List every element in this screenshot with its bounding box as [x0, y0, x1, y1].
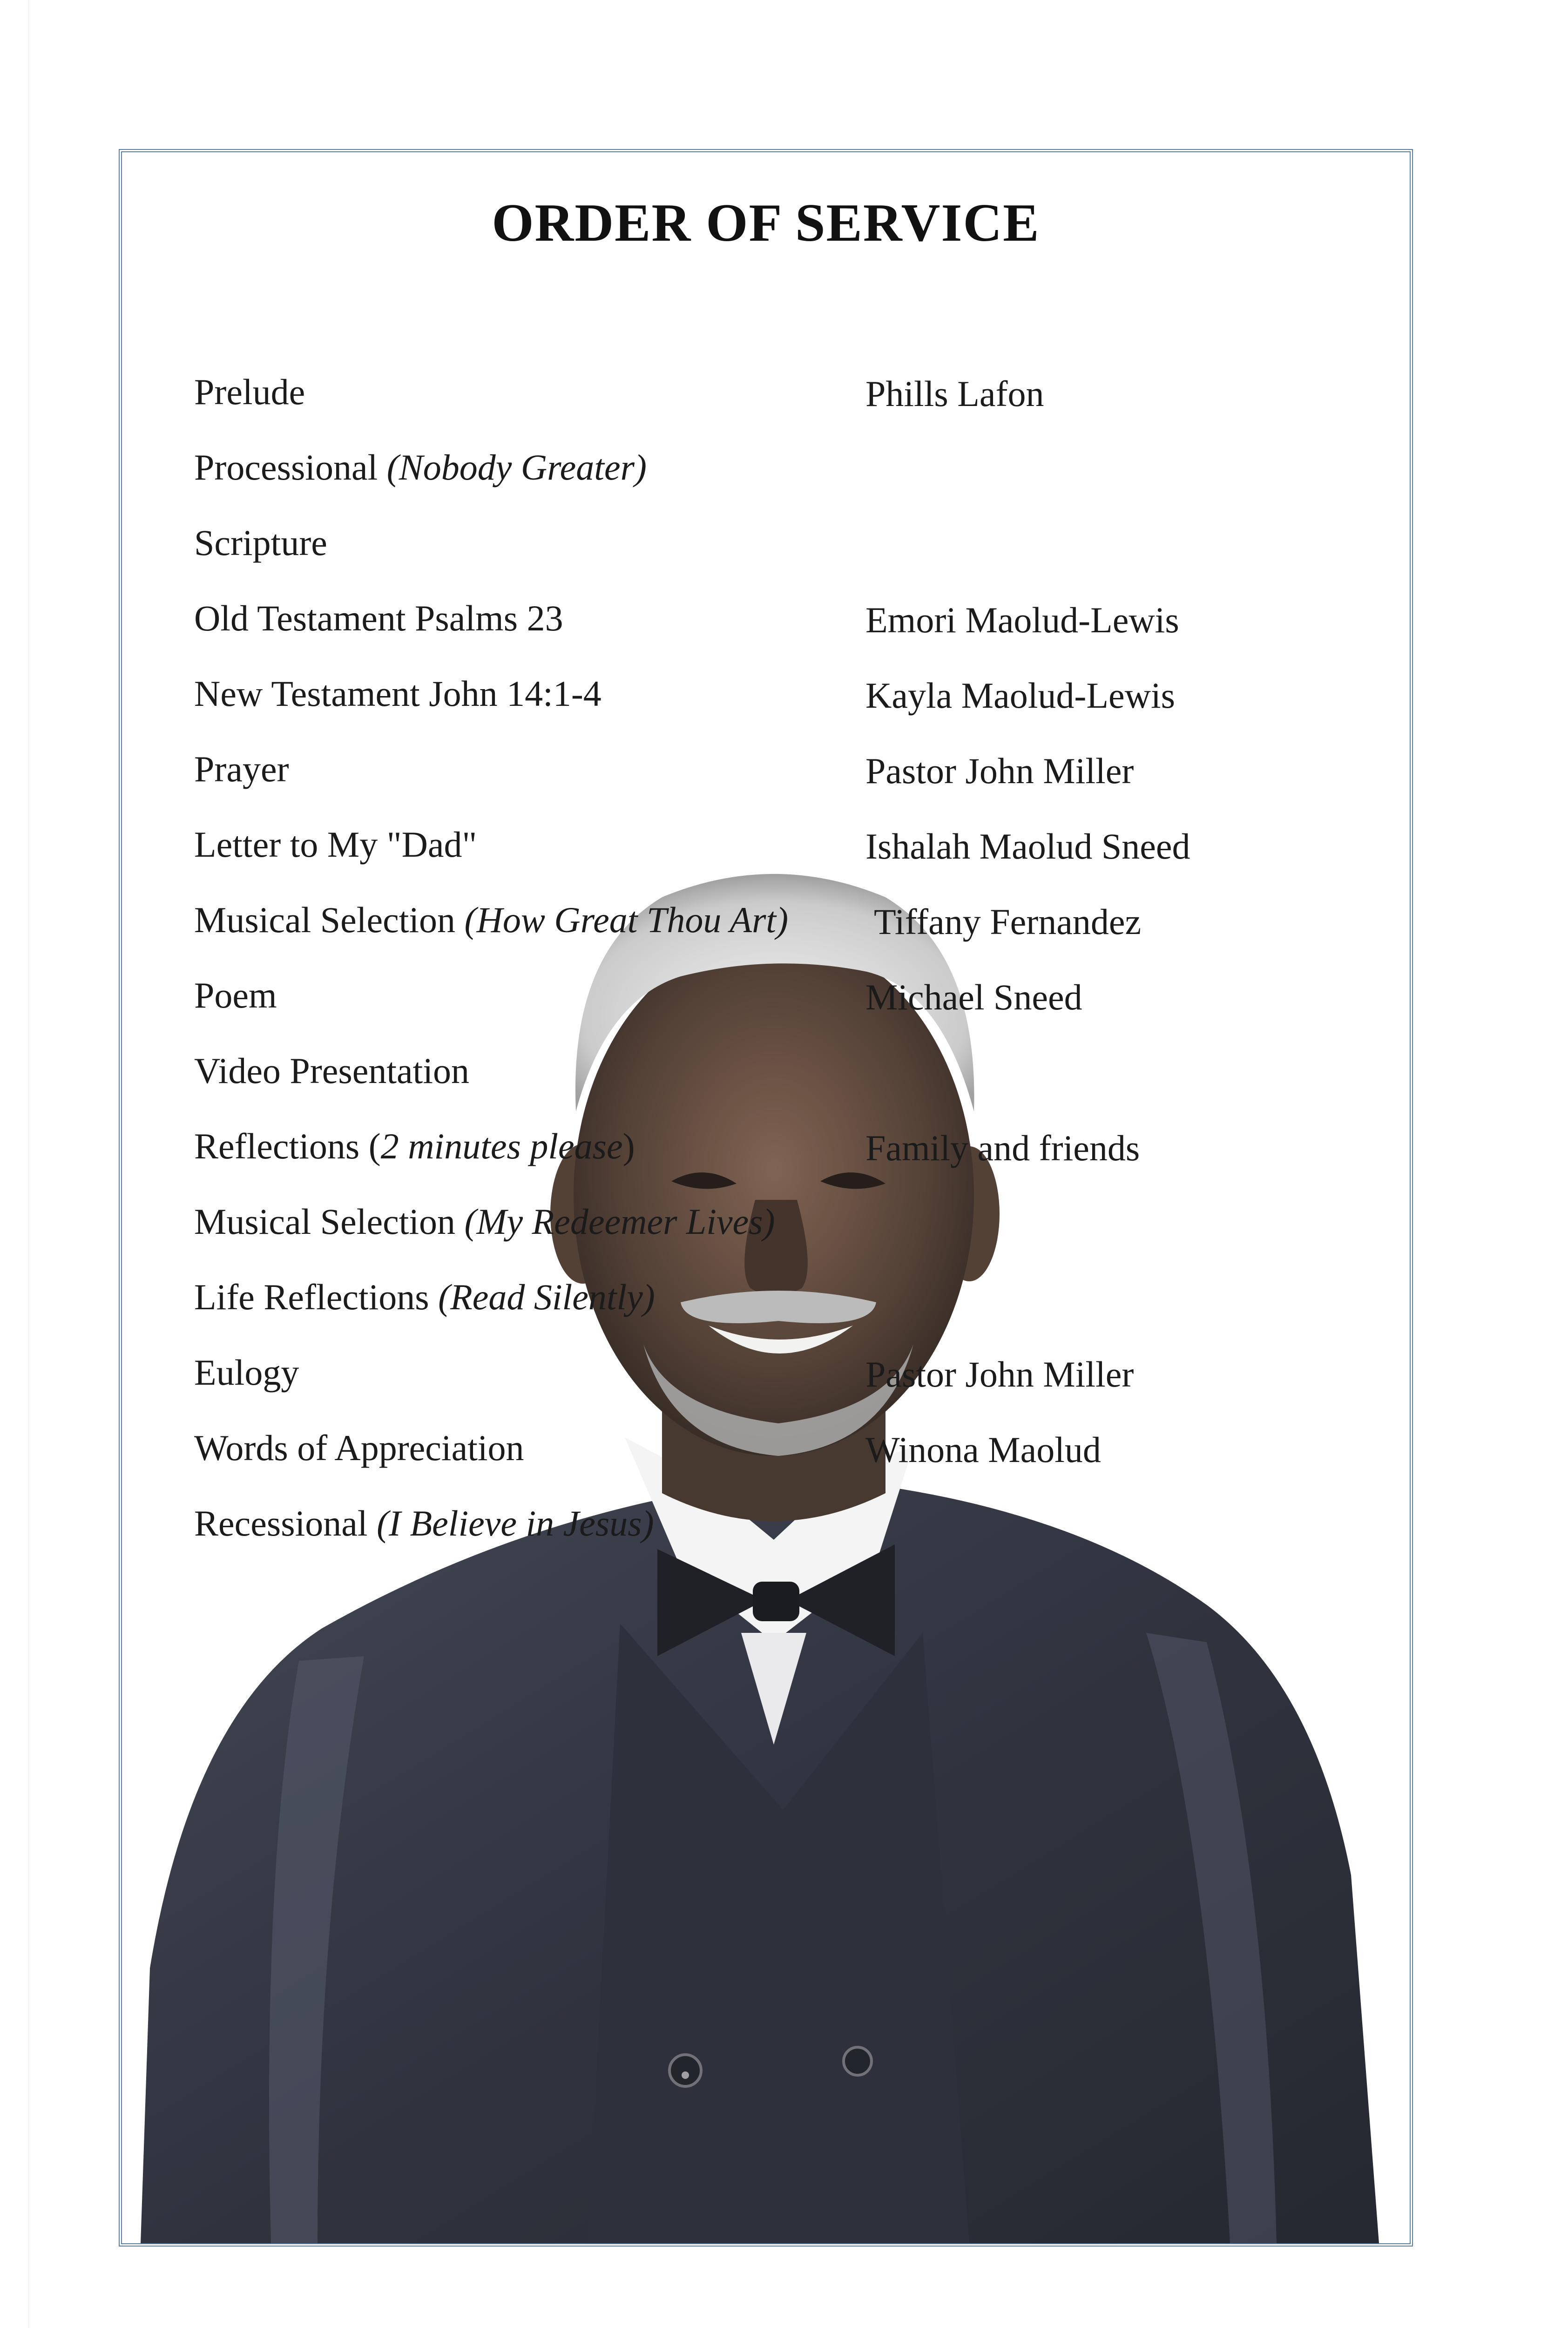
program-row — [194, 1201, 1386, 1261]
program-item-label: Eulogy — [194, 1352, 299, 1393]
program-person: Family and friends — [865, 1128, 1140, 1168]
program-frame — [119, 149, 1413, 2247]
program-person: Emori Maolud-Lewis — [865, 600, 1179, 640]
program-item — [194, 899, 788, 941]
page-title: ORDER OF SERVICE — [492, 193, 1040, 253]
program-item — [194, 1352, 299, 1394]
program-row — [194, 1427, 1386, 1488]
program-item-label: Life Reflections — [194, 1277, 439, 1317]
program-row — [194, 899, 1386, 960]
program-item-label: Scripture — [194, 522, 327, 563]
program-item-label: Recessional — [194, 1503, 377, 1543]
program-person: Tiffany Fernandez — [874, 901, 1142, 942]
program-item-note: (I Believe in Jesus) — [377, 1503, 654, 1543]
program-item-label: Video Presentation — [194, 1050, 470, 1091]
program-item-note: (Nobody Greater) — [386, 447, 647, 487]
program-item-label: Musical Selection — [194, 1201, 465, 1242]
program-person: Kayla Maolud-Lewis — [865, 675, 1175, 716]
program-row — [194, 975, 1386, 1035]
program-item — [194, 447, 647, 488]
program-item-label: Prelude — [194, 372, 305, 412]
program-item-note: 2 minutes please — [380, 1126, 623, 1166]
program-row — [194, 1352, 1386, 1412]
program-item — [194, 1201, 775, 1243]
program-item-note: (How Great Thou Art) — [464, 900, 789, 940]
program-person: Phills Lafon — [865, 373, 1044, 414]
program-person: Pastor John Miller — [865, 751, 1134, 791]
program-item — [194, 1502, 654, 1544]
program-item — [194, 1427, 524, 1469]
program-person: Pastor John Miller — [865, 1354, 1134, 1394]
program-item-note: (Read Silently) — [438, 1277, 655, 1317]
program-item-label: Poem — [194, 975, 277, 1015]
program-item-suffix: ) — [622, 1126, 635, 1166]
program-item-label: Letter to My "Dad" — [194, 824, 477, 865]
program-row — [194, 1125, 1386, 1186]
program-item — [194, 975, 277, 1016]
program-item — [194, 1125, 635, 1167]
program-item — [194, 824, 477, 866]
program-row — [194, 824, 1386, 884]
program-item — [194, 1276, 655, 1318]
program-row — [194, 748, 1386, 809]
program-row — [194, 371, 1386, 432]
program-item-note: (My Redeemer Lives) — [464, 1201, 775, 1242]
program-item-label: Processional — [194, 447, 387, 487]
program-row — [194, 597, 1386, 658]
program-item-label: Words of Appreciation — [194, 1428, 524, 1468]
program-row — [194, 1050, 1386, 1110]
program-item-label: Prayer — [194, 749, 289, 789]
program-item — [194, 371, 305, 413]
program-row — [194, 447, 1386, 507]
program-item-label: Old Testament Psalms 23 — [194, 598, 563, 638]
program-item — [194, 748, 289, 790]
program-item — [194, 522, 327, 564]
program-item-label: Reflections ( — [194, 1126, 381, 1166]
program-person: Michael Sneed — [865, 977, 1082, 1017]
program-row — [194, 673, 1386, 733]
program-list — [122, 152, 1410, 2243]
program-person: Winona Maolud — [865, 1429, 1101, 1470]
program-item-label: Musical Selection — [194, 900, 465, 940]
program-row — [194, 522, 1386, 582]
program-item — [194, 597, 563, 639]
program-item — [194, 1050, 469, 1092]
program-item — [194, 673, 602, 715]
page-edge — [28, 0, 31, 2328]
program-person: Ishalah Maolud Sneed — [865, 826, 1190, 866]
program-item-label: New Testament John 14:1-4 — [194, 673, 602, 714]
program-row — [194, 1502, 1386, 1563]
program-row — [194, 1276, 1386, 1337]
